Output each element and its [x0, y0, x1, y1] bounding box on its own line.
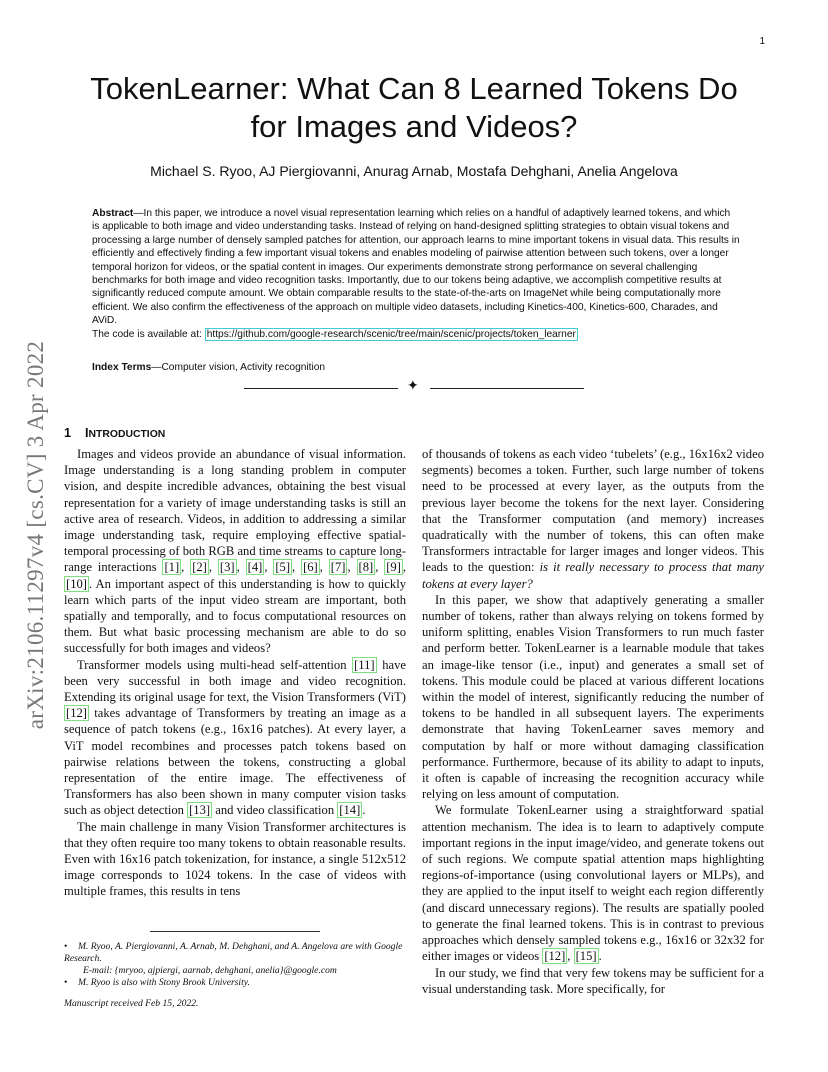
code-link[interactable]: https://github.com/google-research/scenic/tree/main/scenic/projects/token_learner	[206, 328, 576, 340]
abstract-text: —In this paper, we introduce a novel visual representation learning which relies on a handful of adaptively learned tokens, and which is applicable to both image and video understanding tasks. Instead of relying on hand-designed splitting strategies to obtain visual tokens and processing a large number of densely sampled patches for attention, our approach learns to mine important tokens in visual data. This results in efficiently and effectively finding a few important visual tokens and enables modeling of pairwise attention between such tokens, over a longer temporal horizon for videos, or the spatial content in images. Our experiments demonstrate strong performance on several challenging benchmarks for both image and video recognition tasks. Importantly, due to our tokens being adaptive, we accomplish competitive results at significantly reduced compute amount. We obtain comparable results to the state-of-the-arts on ImageNet while being computationally more efficient. We also confirm the effectiveness of the approach on multiple video datasets, including Kinetics-400, Kinetics-600, Charades, and AViD.	[92, 208, 740, 327]
section-heading	[64, 426, 165, 440]
paragraph-text: .	[362, 803, 366, 818]
citation-link[interactable]: [6]	[303, 560, 318, 575]
paragraph: In this paper, we show that adaptively generating a smaller number of tokens, rather than always relying on tokens formed by uniform splitting, enables Vision Transformers to run much faster and perform better. TokenLearner is a learnable module that takes an image-like tensor (i.e., input) and generates a small set of tokens. This module could be placed at various different locations within the model of interest, significantly reducing the number of tokens to be handled in all subsequent layers. The experiments demonstrate that having TokenLearner saves memory and computation by half or more without damaging classification performance. Furthermore, because of its ability to adapt to inputs, it often is capable of increasing the recognition accuracy while relying on less amount of computation.	[422, 592, 764, 802]
section-number: 1	[64, 426, 72, 440]
paragraph-text: . An important aspect of this understanding is how to quickly learn which parts of the input video stream are important, both spatially and temporally, and to focus computational resources on them. But what basic processing mechanism are able to do so successfully for both images and videos?	[64, 576, 406, 656]
paragraph	[422, 446, 764, 592]
footnote-stony-brook	[64, 977, 406, 989]
citation-link[interactable]: [13]	[189, 803, 211, 818]
footnote-text: M. Ryoo is also with Stony Brook University.	[78, 977, 250, 988]
index-terms	[92, 362, 740, 373]
citation-link[interactable]: [15]	[575, 949, 597, 964]
paragraph: In our study, we find that very few tokens may be sufficient for a visual understanding task. More specifically, for	[422, 965, 764, 996]
citation-link[interactable]: [3]	[219, 560, 235, 575]
footnotes	[64, 941, 406, 989]
divider-line-right	[430, 388, 584, 389]
abstract	[92, 207, 740, 341]
footnote-email: E-mail: {mryoo, ajpiergi, aarnab, dehghani, anelia}@google.com	[83, 965, 337, 976]
citation-link[interactable]: [2]	[192, 560, 207, 575]
index-terms-label: Index Terms	[92, 362, 152, 373]
paragraph-text: We formulate TokenLearner using a straightforward spatial attention mechanism. The idea is to learn to adaptively compute important regions in the input image/video, and generate tokens out of such regions. We compute spatial attention maps highlighting regions-of-importance (using convolutional layers or MLPs), and they are applied to the input itself to weight each region differently (and discard unnecessary regions). The results are spatially pooled to generate the final learned tokens. This is in contrast to previous approaches which densely sampled tokens e.g., 16x16 or 32x32 for either images or videos	[422, 803, 764, 964]
manuscript-date: Manuscript received Feb 15, 2022.	[64, 998, 199, 1009]
paragraph-text: Transformer models using multi-head self-attention	[77, 657, 353, 672]
author-list: Michael S. Ryoo, AJ Piergiovanni, Anurag Arnab, Mostafa Dehghani, Anelia Angelova	[150, 163, 678, 179]
footnote-rule	[150, 931, 320, 932]
citation-link[interactable]: [7]	[330, 560, 346, 575]
section-divider	[244, 381, 584, 395]
bullet-icon: •	[64, 941, 68, 952]
section-title-rest: NTRODUCTION	[88, 429, 166, 440]
citation-link[interactable]: [12]	[544, 949, 566, 964]
abstract-label: Abstract	[92, 208, 134, 219]
citation-link[interactable]: [10]	[66, 576, 87, 591]
citation-link[interactable]: [4]	[247, 560, 263, 575]
citation-link[interactable]: [14]	[339, 803, 361, 818]
right-column	[422, 446, 764, 997]
citation-link[interactable]: [8]	[358, 560, 374, 575]
paragraph-text: and video classification	[212, 803, 338, 818]
paragraph: The main challenge in many Vision Transformer architectures is that they often require too many tokens to obtain reasonable results. Even with 16x16 patch tokenization, for instance, a single 512x512 image corresponds to 1024 tokens. In the case of videos with multiple frames, this results in tens	[64, 819, 406, 899]
paragraph-text: .	[598, 949, 602, 964]
paragraph-text: takes advantage of Transformers by treating an image as a sequence of patch tokens (e.g., 16x16 patches). At every layer, a ViT model recombines and processes patch tokens based on pairwise relations between the tokens, constructing a global representation of the entire image. The effectiveness of Transformers has also been shown in many computer vision tasks such as object detection	[64, 706, 406, 818]
divider-diamond-icon: ✦	[407, 379, 419, 394]
citation-link[interactable]: [12]	[66, 706, 87, 721]
paragraph	[64, 657, 406, 819]
paragraph-text: have been very successful in both image and video recognition. Extending its original usage for text, the Vision Transformers (ViT)	[64, 657, 406, 705]
title-line-2: for Images and Videos?	[250, 109, 578, 144]
title-line-1: TokenLearner: What Can 8 Learned Tokens Do	[90, 71, 738, 106]
footnote-text: M. Ryoo, A. Piergiovanni, A. Arnab, M. Dehghani, and A. Angelova are with Google Research.	[64, 941, 403, 964]
research-question: is it really necessary to process that many tokens at every layer?	[422, 560, 764, 591]
left-column	[64, 446, 406, 900]
index-terms-text: —Computer vision, Activity recognition	[151, 362, 326, 373]
citation-link[interactable]: [1]	[164, 560, 180, 575]
paper-title	[40, 70, 788, 146]
citation-link[interactable]: [11]	[354, 657, 375, 672]
paragraph-text: of thousands of tokens as each video ‘tubelets’ (e.g., 16x16x2 video segments) becomes a token. Further, such large number of tokens need to be processed at every layer, as the outputs from the previous layer become the tokens for the next layer. Considering that the Transformer computation (and memory) increases quadratically with the number of tokens, this can often make Transformers intractable for larger images and longer videos. This leads to the question:	[422, 447, 764, 575]
paragraph	[422, 802, 764, 964]
page-number: 1	[759, 36, 765, 47]
code-availability-text: The code is available at:	[92, 328, 205, 340]
divider-line-left	[244, 388, 398, 389]
paragraph-text: Images and videos provide an abundance of visual information. Image understanding is a long standing problem in computer vision, and despite incredible advances, obtaining the best visual representation for a variety of image understanding tasks is still an active area of research. Videos, in addition to addressing a similar image understanding task, require employing effective spatial-temporal processing of both RGB and time streams to capture long-range interactions	[64, 447, 406, 575]
section-title-initial: I	[85, 426, 89, 440]
arxiv-stamp: arXiv:2106.11297v4 [cs.CV] 3 Apr 2022	[23, 340, 48, 730]
bullet-icon: •	[64, 977, 68, 988]
paragraph: Images and videos provide an abundance of visual information. Image understanding is a long standing problem in computer vision, and despite incredible advances, obtaining the best visual representation for a variety of image understanding tasks is still an active area of research. Videos, in addition to addressing a similar image understanding task, require employing effective spatial-temporal processing of both RGB and time streams to capture long-range interactions [1] , [2] , [3] , [4] , [5] , [6] , [7] , [8] , [9] , [10] . An important aspect of this understanding is how to quickly learn which parts of the input video stream are important, both spatially and temporally, and to focus computational resources on them. But what basic processing mechanism are able to do so successfully for both images and videos?	[64, 447, 407, 656]
footnote-affiliation	[64, 941, 406, 965]
citation-link[interactable]: [9]	[386, 560, 401, 575]
paragraph-text: ,	[567, 949, 574, 964]
citation-link[interactable]: [5]	[275, 560, 291, 575]
